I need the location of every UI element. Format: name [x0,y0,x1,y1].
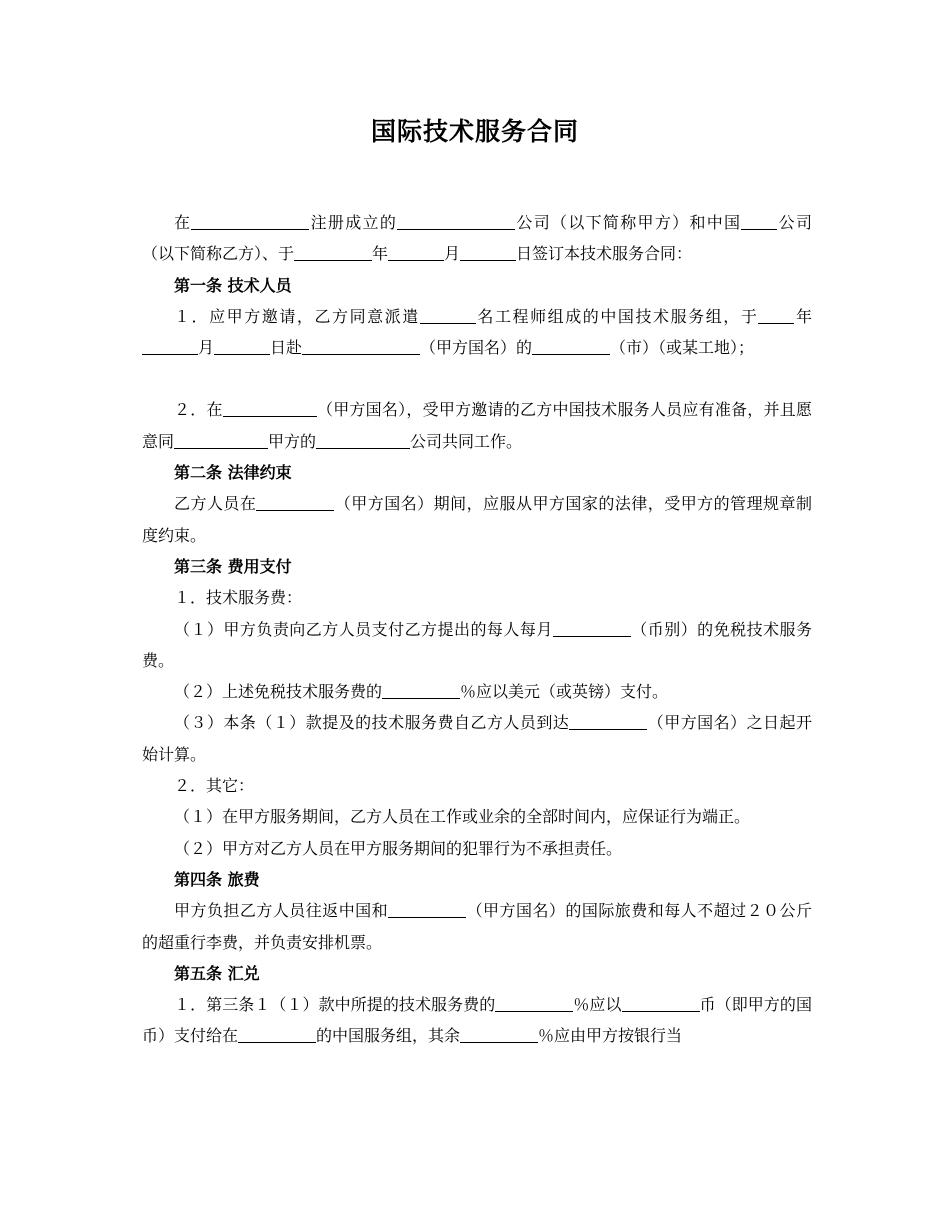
blank-field [382,682,460,699]
clause-text: （甲方国名），受甲方邀请的乙方中国技术服务人员应有准备，并且愿意同 [142,400,812,451]
intro-text: 日签订本技术服务合同： [516,244,693,264]
clause-text: （１）甲方负责向乙方人员支付乙方提出的每人每月 [174,619,553,639]
clause-text: （甲方国名）的国际旅费和每人不超过２０公斤的超重行李费，并负责安排机票。 [142,901,812,952]
clause-text: （２）上述免税技术服务费的 [174,682,383,702]
blank-field [142,338,198,355]
blank-field [238,1026,316,1043]
clause-text: （甲方国名）期间，应服从甲方国家的法律，受甲方的管理规章制度约束。 [142,494,812,545]
blank-field [214,338,270,355]
article-2-heading: 第二条 法律约束 [174,463,292,483]
intro-text: 注册成立的 [309,213,398,232]
intro-paragraph [142,207,812,270]
article-1-clause-1 [142,301,812,364]
clause-text: 月 [198,338,215,358]
article-3-section-2: ２．其它： [174,776,255,796]
clause-text: 币（即甲方的国币）支付给在 [142,995,812,1046]
blank-field [460,244,516,261]
clause-text: （市）（或某工地）； [610,338,755,358]
article-3-section-1: １．技术服务费： [174,588,303,608]
article-3-heading: 第三条 费用支付 [174,556,292,576]
intro-text: 公司（以下简称乙方）、于 [142,213,812,264]
blank-field [388,901,466,918]
clause-text: 甲方的 [268,431,317,451]
clause-text: ％应以 [573,995,622,1015]
article-4-heading: 第四条 旅费 [174,869,260,889]
blank-field [388,244,444,261]
intro-text: 年 [372,244,389,264]
blank-field [553,620,631,637]
article-5-heading: 第五条 汇兑 [174,963,260,983]
blank-field [622,995,700,1012]
article-4-paragraph [142,895,812,958]
clause-text: 年 [794,306,812,326]
article-5-clause-1 [142,989,812,1052]
intro-text: 月 [444,244,461,264]
clause-text: 甲方负担乙方人员往返中国和 [174,901,389,921]
article-3-item-3 [142,707,812,770]
blank-line [142,363,812,394]
clause-text: ％应由甲方按银行当 [538,1026,683,1046]
clause-text: （３）本条（１）款提及的技术服务费自乙方人员到达 [174,713,570,733]
blank-field [223,400,317,417]
article-3-item-2 [142,676,812,707]
article-3-item-5: （２）甲方对乙方人员在甲方服务期间的犯罪行为不承担责任。 [174,838,623,858]
blank-field [460,1026,538,1043]
clause-text: １．应甲方邀请，乙方同意派遣 [174,306,420,326]
blank-field [569,713,647,730]
blank-field [256,494,334,511]
blank-field [191,213,309,230]
clause-text: 公司共同工作。 [410,431,523,451]
blank-field [397,213,515,230]
document-body [142,207,812,1052]
article-3-item-4: （１）在甲方服务期间，乙方人员在工作或业余的全部时间内，应保证行为端正。 [174,807,751,827]
clause-text: １．第三条１（１）款中所提的技术服务费的 [174,995,496,1015]
clause-text: （甲方国名）的 [420,338,533,358]
clause-text: ２．在 [174,400,223,420]
article-1-heading: 第一条 技术人员 [174,275,292,295]
clause-text: （币别）的免税技术服务费。 [142,619,812,670]
clause-text: 的中国服务组，其余 [316,1026,461,1046]
blank-field [316,432,410,449]
blank-field [758,307,794,324]
document-title: 国际技术服务合同 [370,117,579,146]
intro-text: 公司（以下简称甲方）和中国 [515,213,742,232]
blank-field [174,432,268,449]
blank-field [495,995,573,1012]
clause-text: 日赴 [270,338,303,358]
clause-text: 名工程师组成的中国技术服务组，于 [475,306,759,326]
clause-text: 乙方人员在 [174,494,257,514]
article-3-item-1 [142,614,812,677]
blank-field [532,338,610,355]
article-1-clause-2 [142,394,812,457]
blank-field [302,338,420,355]
clause-text: （甲方国名）之日起开始计算。 [142,713,812,764]
intro-text: 在 [174,213,192,232]
blank-field [420,307,476,324]
article-2-paragraph [142,488,812,551]
blank-field [294,244,372,261]
clause-text: ％应以美元（或英镑）支付。 [460,682,669,702]
blank-field [741,213,777,230]
